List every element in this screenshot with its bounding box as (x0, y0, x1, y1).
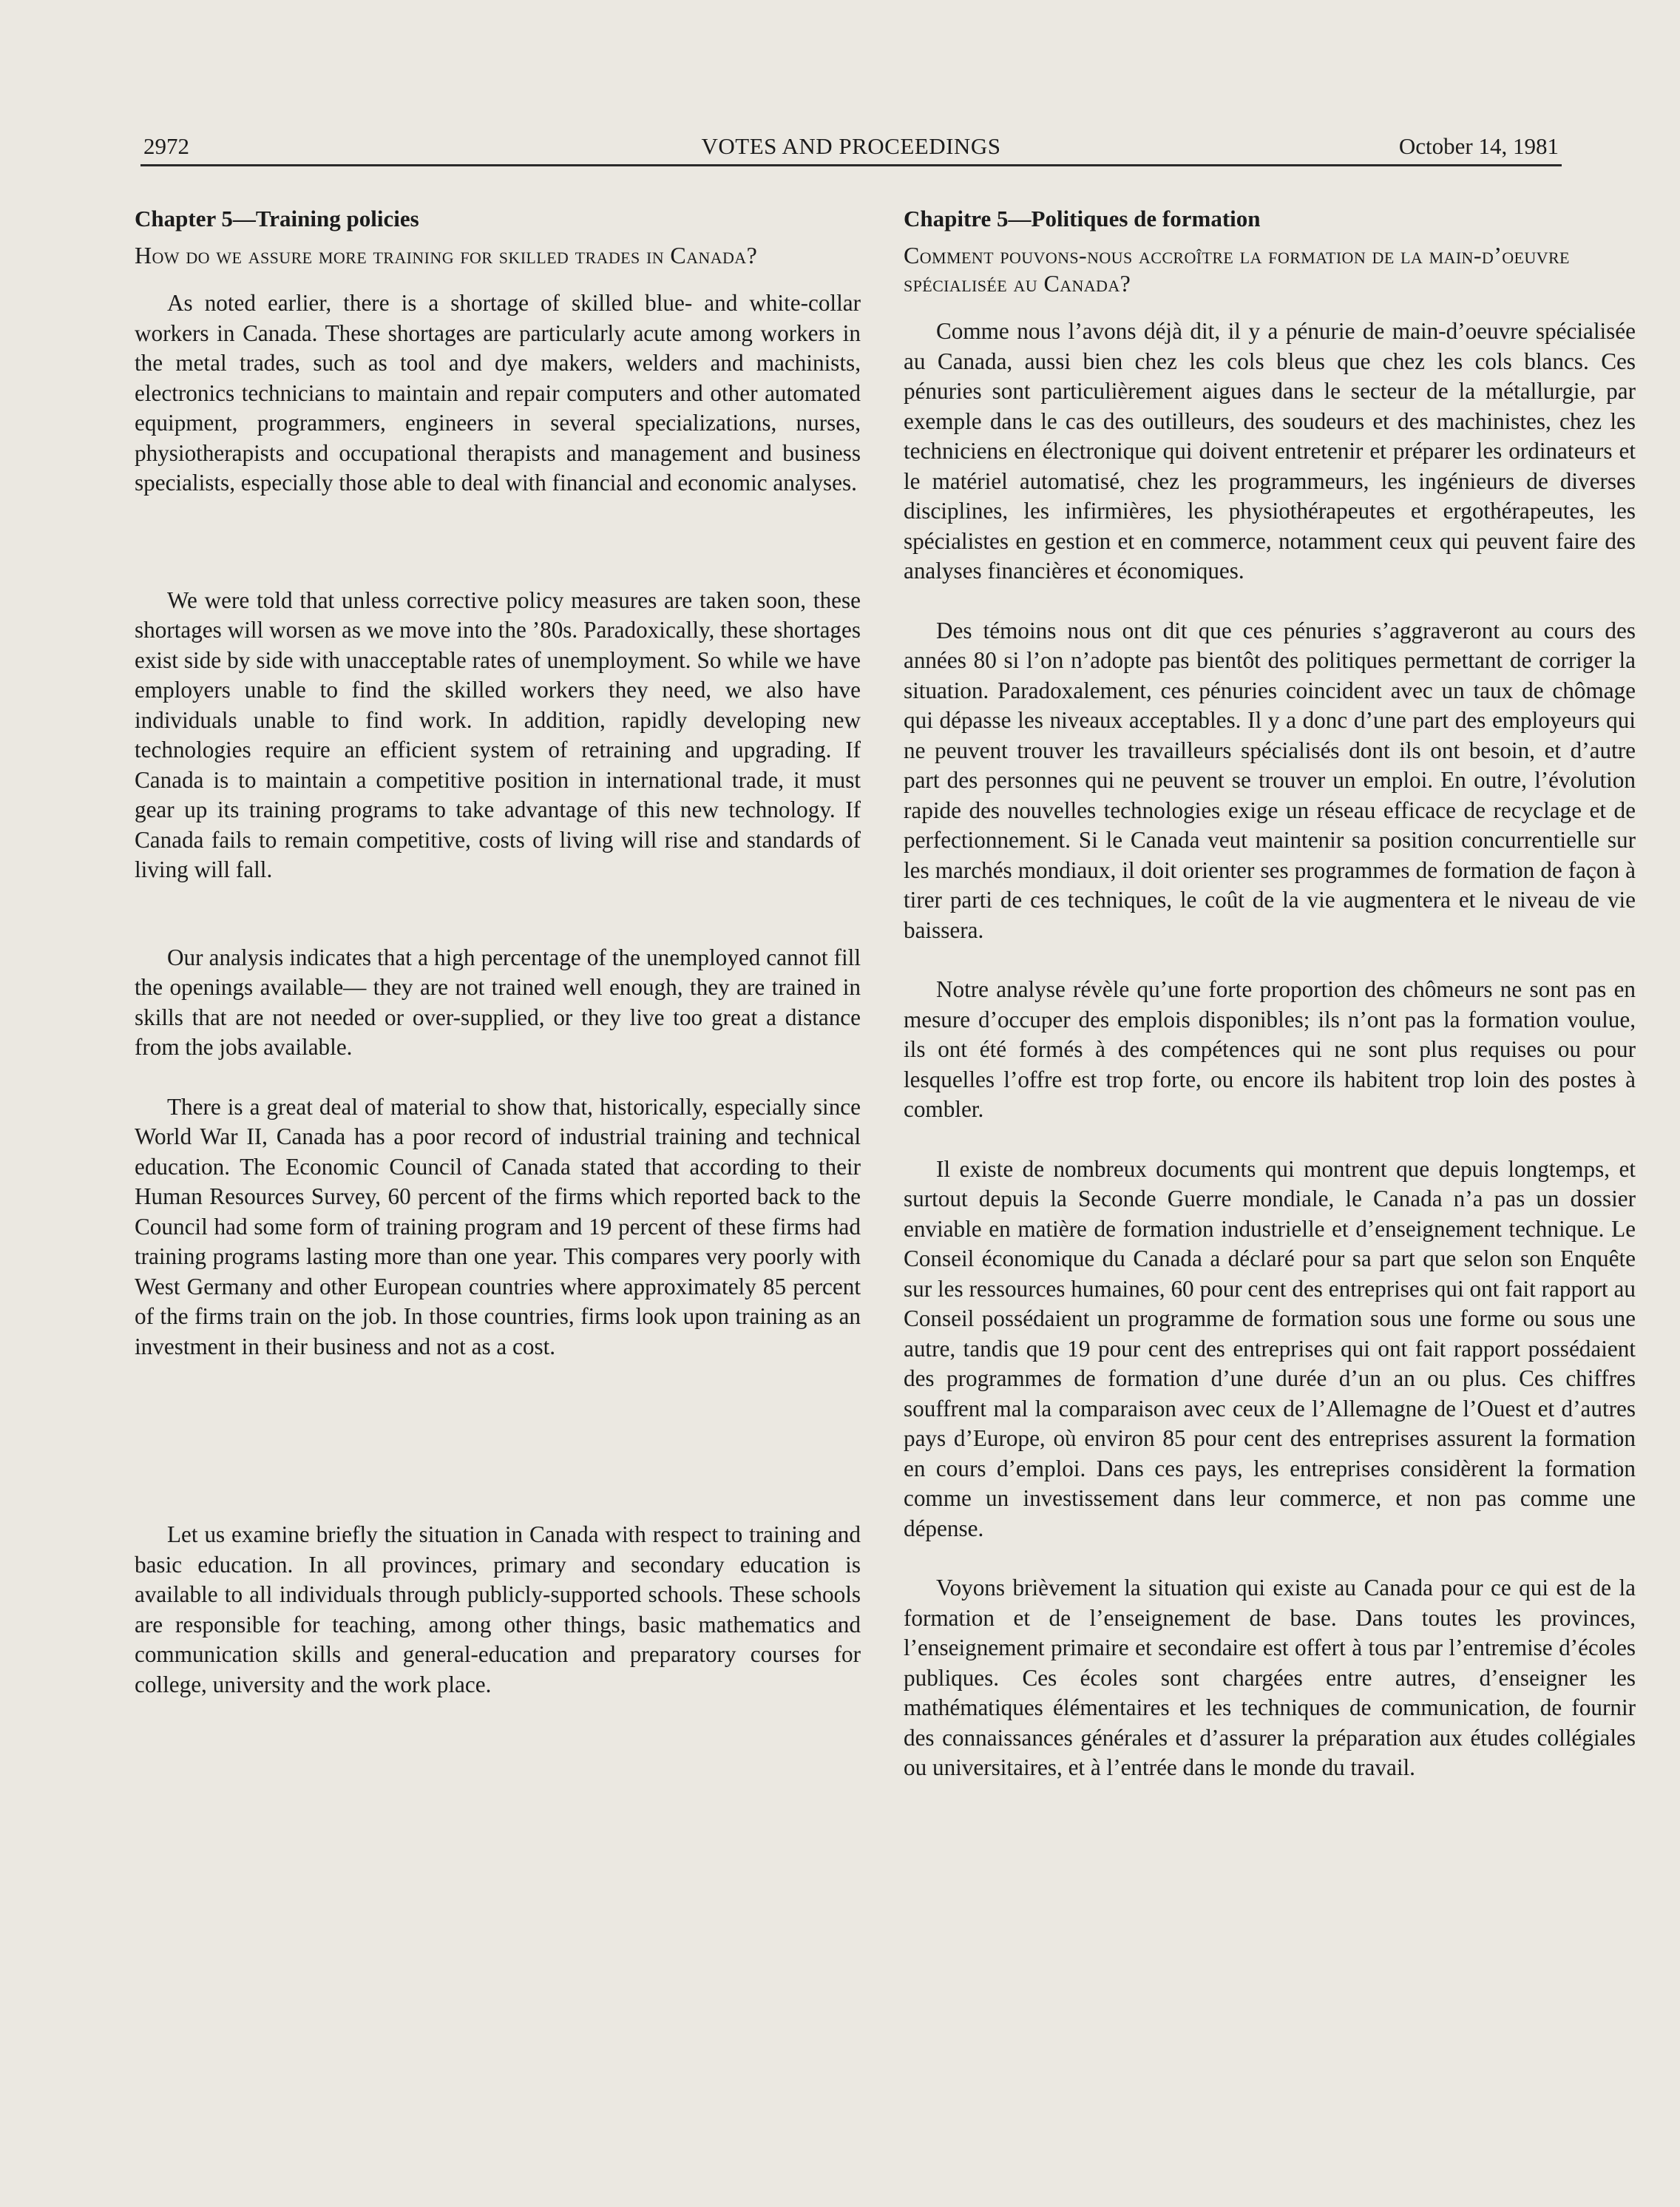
english-column (135, 204, 861, 1700)
paragraph-fr-5: Voyons brièvement la situation qui existe au Canada pour ce qui est de la formation et de l’enseignement de base. Dans toutes les provinces, l’enseignement primaire et secondaire est offert à tous par l’entremise d’écoles publiques. Ces écoles sont chargées entre autres, d’enseigner les mathématiques élémentaires et les techniques de communication, de fournir des connaissances générales et d’assurer la préparation aux études collégiales ou universitaires, et à l’entrée dans le monde du travail. (904, 1575, 1636, 1780)
paragraph-fr-1: Comme nous l’avons déjà dit, il y a pénurie de main-d’oeuvre spécialisée au Canada, aussi bien chez les cols bleus que chez les cols blancs. Ces pénuries sont particulièrement aigues dans le secteur de la métallurgie, par exemple dans le cas des outilleurs, des soudeurs et des machinistes, chez les techniciens en électronique qui doivent entretenir et préparer les ordinateurs et le matériel automatisé, chez les programmeurs, les ingénieurs de diverses disciplines, les infirmières, les physiothérapeutes et ergothérapeutes, les spécialistes en gestion et en commerce, notamment ceux qui peuvent faire des analyses financières et économiques. (904, 318, 1636, 584)
paragraph-en-5: Let us examine briefly the situation in Canada with respect to training and basic education. In all provinces, primary and secondary education is available to all individuals through publicly-supported schools. These schools are responsible for teaching, among other things, basic mathematics and communication skills and general-education and preparatory courses for college, university and the work place. (135, 1521, 861, 1697)
journal-title: VOTES AND PROCEEDINGS (701, 133, 1001, 159)
section-question-en: How do we assure more training for skilled trades in Canada? (135, 242, 758, 268)
paragraph-en-2: We were told that unless corrective policy measures are taken soon, these shortages will worsen as we move into the ’80s. Paradoxically, these shortages exist side by side with unacceptable rates of unemployment. So while we have employers unable to find the skilled workers they need, we also have individuals unable to find work. In addition, rapidly developing new technologies require an efficient system of retraining and upgrading. If Canada is to maintain a competitive position in international trade, it must gear up its training programs to take advantage of this new technology. If Canada fails to remain competitive, costs of living will rise and standards of living will fall. (135, 587, 861, 882)
paragraph-fr-4: Il existe de nombreux documents qui montrent que depuis longtemps, et surtout depuis la Seconde Guerre mondiale, le Canada n’a pas un dossier enviable en matière de formation industrielle et d’enseignement technique. Le Conseil économique du Canada a déclaré pour sa part que selon son Enquête sur les ressources humaines, 60 pour cent des entreprises qui ont fait rapport au Conseil possédaient un programme de formation sous une forme ou sous une autre, tandis que 19 pour cent des entreprises qui ont fait rapport possédaient des programmes de formation d’une durée d’un an ou plus. Ces chiffres souffrent mal la comparaison avec ceux de l’Allemagne de l’Ouest et d’autres pays d’Europe, où environ 85 pour cent des entreprises assurent la formation en cours d’emploi. Dans ces pays, les entreprises considèrent la formation comme un investissement dans leur commerce, et non pas comme une dépense. (904, 1155, 1636, 1541)
page-number: 2972 (143, 133, 189, 159)
chapter-heading-en: Chapter 5—Training policies (135, 206, 419, 231)
header-date: October 14, 1981 (1398, 133, 1559, 159)
paragraph-en-3: Our analysis indicates that a high percentage of the unemployed cannot fill the openings available— they are not trained well enough, they are trained in skills that are not needed or over-supplied, or they live too great a distance from the jobs available. (135, 944, 861, 1060)
chapter-heading-fr: Chapitre 5—Politiques de formation (904, 206, 1261, 231)
section-question-fr: Comment pouvons-nous accroître la formation de la main-d’oeuvre spécialisée au Canada? (904, 242, 1570, 297)
paragraph-fr-2: Des témoins nous ont dit que ces pénuries s’aggraveront au cours des années 80 si l’on n’adopte pas bientôt des politiques permettant de corriger la situation. Paradoxalement, ces pénuries coincident avec un taux de chômage qui dépasse les niveaux acceptables. Il y a donc d’une part des employeurs qui ne peuvent trouver les travailleurs spécialisés dont ils ont besoin, et d’autre part des personnes qui ne peuvent se trouver un emploi. En outre, l’évolution rapide des nouvelles technologies exige un réseau efficace de recyclage et de perfectionnement. Si le Canada veut maintenir sa position concurrentielle sur les marchés mondiaux, il doit orienter ses programmes de formation de façon à tirer parti de ces techniques, le coût de la vie augmentera et le niveau de vie baissera. (904, 617, 1636, 943)
french-column (904, 204, 1636, 1783)
paragraph-en-4: There is a great deal of material to show that, historically, especially since World War II, Canada has a poor record of industrial training and technical education. The Economic Council of Canada stated that according to their Human Resources Survey, 60 percent of the firms which reported back to the Council had some form of training program and 19 percent of these firms had training programs lasting more than one year. This compares very poorly with West Germany and other European countries where approximately 85 percent of the firms train on the job. In those countries, firms look upon training as an investment in their business and not as a cost. (135, 1093, 861, 1359)
paragraph-en-1: As noted earlier, there is a shortage of skilled blue- and white-collar workers in Canada. These shortages are particularly acute among workers in the metal trades, such as tool and dye makers, welders and machinists, electronics technicians to maintain and repair computers and other automated equipment, programmers, engineers in several specializations, nurses, physiotherapists and occupational therapists and management and business specialists, especially those able to deal with financial and economic analyses. (135, 290, 861, 496)
paragraph-fr-3: Notre analyse révèle qu’une forte proportion des chômeurs ne sont pas en mesure d’occuper des emplois disponibles; ils n’ont pas la formation voulue, ils ont été formés à des compétences qui ne sont plus requises ou pour lesquelles l’offre est trop forte, ou encore ils habitent trop loin des postes à combler. (904, 976, 1636, 1122)
running-header (140, 130, 1562, 166)
